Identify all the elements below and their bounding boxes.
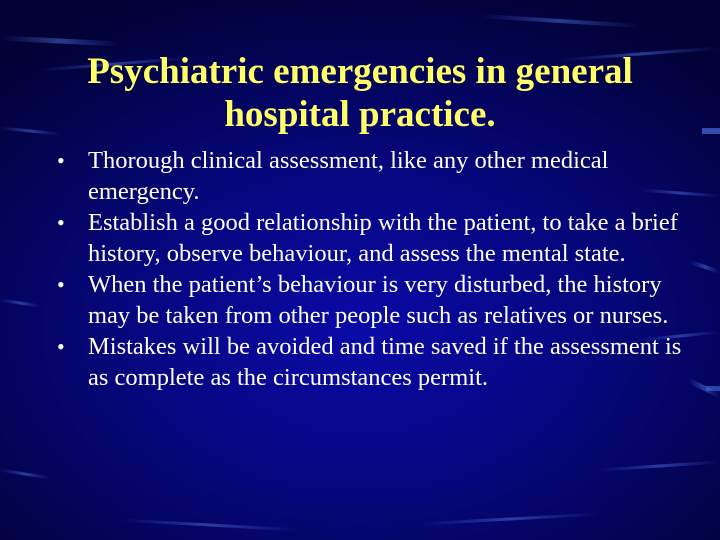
bullet-text: Establish a good relationship with the patient, to take a brief history, observe behaviour, and assess the mental state. [88, 209, 678, 267]
bullet-icon: • [57, 272, 65, 297]
bullet-item-2 [55, 207, 685, 269]
bullet-icon: • [57, 148, 65, 173]
bullet-list [55, 145, 685, 393]
bullet-item-1 [55, 145, 685, 207]
bullet-text: When the patient’s behaviour is very disturbed, the history may be taken from other people such as relatives or nurses. [88, 271, 669, 329]
slide-title [0, 50, 720, 136]
bullet-item-3 [55, 269, 685, 331]
slide-title-line-1: Psychiatric emergencies in general [87, 51, 633, 92]
slide-title-line-2: hospital practice. [224, 94, 496, 135]
bullet-icon: • [57, 210, 65, 235]
bullet-item-4 [55, 331, 685, 393]
bullet-text: Thorough clinical assessment, like any other medical emergency. [88, 147, 609, 205]
bullet-text: Mistakes will be avoided and time saved if the assessment is as complete as the circumstances permit. [88, 333, 682, 391]
bullet-icon: • [57, 334, 65, 359]
